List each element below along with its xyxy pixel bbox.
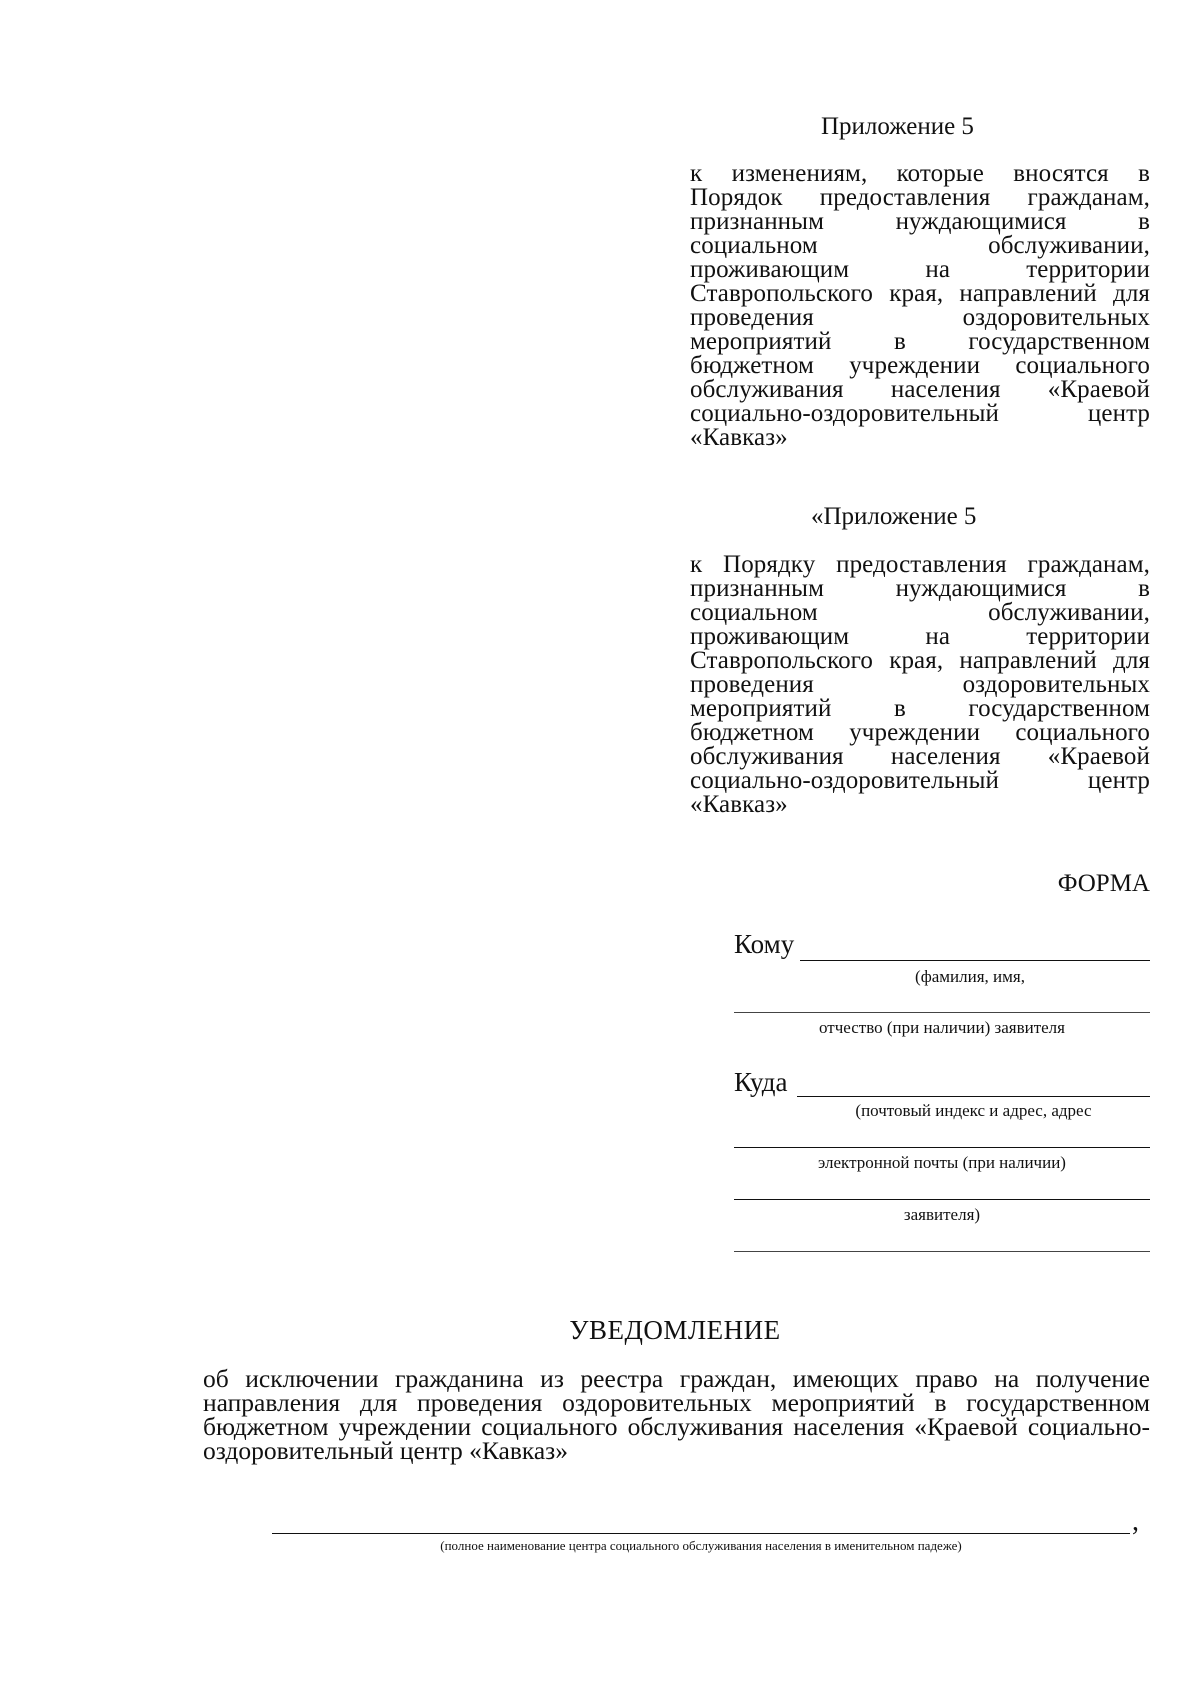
where-hint-email: электронной почты (при наличии): [818, 1153, 1066, 1172]
where-hint-address: (почтовый индекс и адрес, адрес: [855, 1101, 1092, 1120]
where-hint-applicant: заявителя): [903, 1205, 981, 1224]
appendix-description: к изменениям, которые вносятся в Порядок предоставления гражданам, признанным нуждающимися в социальном обслуживании, проживающим на территории Ставропольского края, направлений для проведения оздоровительных мероприятий в государственном бюджетном учреждении социального обслуживания населения «Краевой социально-оздоровительный центр «Кавказ»: [690, 160, 1150, 451]
to-patronymic-line[interactable]: [734, 1012, 1150, 1013]
to-hint-patronymic: отчество (при наличии) заявителя: [819, 1018, 1065, 1037]
form-label: ФОРМА: [1057, 870, 1150, 897]
where-address-line[interactable]: [797, 1096, 1150, 1097]
to-hint-name: (фамилия, имя,: [915, 967, 1025, 986]
center-name-comma: ,: [1132, 1506, 1139, 1537]
appendix-quoted-title: «Приложение 5: [811, 503, 977, 530]
center-name-hint: (полное наименование центра социального обслуживания населения в именительном падеже): [440, 1538, 962, 1553]
appendix-title: Приложение 5: [821, 113, 974, 140]
to-name-line[interactable]: [800, 960, 1150, 961]
appendix-quoted-description: к Порядку предоставления гражданам, признанным нуждающимися в социальном обслуживании, проживающим на территории Ставропольского края, направлений для проведения оздоровительных мероприятий в государственном бюджетном учреждении социального обслуживания населения «Краевой социально-оздоровительный центр «Кавказ»: [690, 551, 1150, 818]
to-label: Кому: [734, 929, 795, 959]
center-name-line[interactable]: [272, 1533, 1130, 1534]
where-extra-line[interactable]: [734, 1251, 1150, 1252]
where-email-line[interactable]: [734, 1147, 1150, 1148]
notice-heading: УВЕДОМЛЕНИЕ: [569, 1315, 781, 1345]
where-label: Куда: [734, 1067, 788, 1097]
where-applicant-line[interactable]: [734, 1199, 1150, 1200]
notice-text: об исключении гражданина из реестра граждан, имеющих право на получение направления для проведения оздоровительных мероприятий в государственном бюджетном учреждении социального обслуживания населения «Краевой социально-оздоровительный центр «Кавказ»: [203, 1364, 1150, 1465]
